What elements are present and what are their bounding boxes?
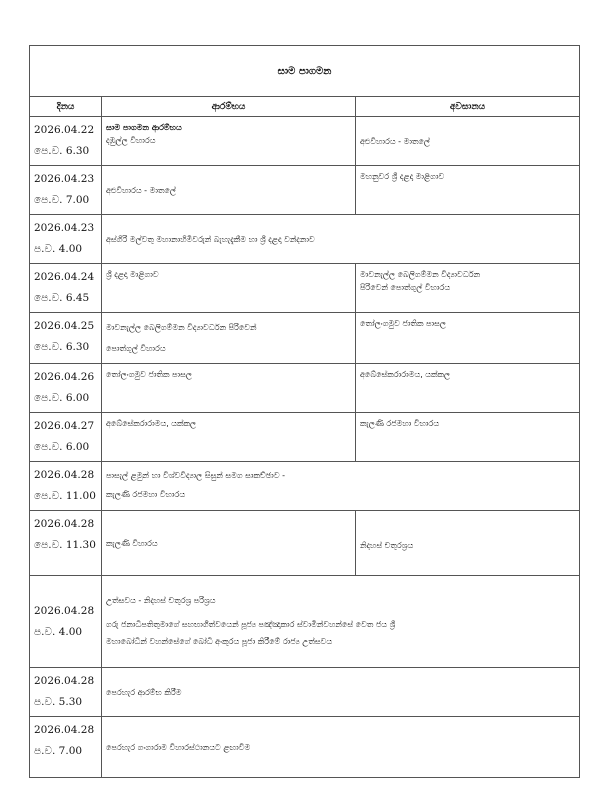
date-cell (30, 511, 102, 576)
header-date: දිනය (30, 97, 102, 117)
row-time: පෙ.ව. 6.00 (34, 392, 90, 404)
event-cell (102, 576, 580, 668)
row-date: 2026.04.27 (34, 420, 95, 432)
table-row (30, 117, 580, 166)
start-cell: ශ්‍රී දළදා මාළිගාව (102, 264, 356, 313)
row-date: 2026.04.28 (34, 604, 95, 617)
date-cell (30, 215, 102, 264)
event-line1: උත්සවය - නිදහස් චතුරශ්‍ර පරිශ්‍රය (106, 595, 216, 605)
table-row (30, 576, 580, 668)
row-time: පෙ.ව. 6.30 (34, 145, 90, 157)
table-row (30, 462, 580, 511)
start-location-line2: පොත්ගුල් විහාරය (106, 344, 166, 353)
end-cell: අළුවිහාරය - මාතලේ (356, 117, 580, 166)
title-row (30, 46, 580, 97)
row-date: 2026.04.23 (34, 222, 95, 234)
date-cell (30, 462, 102, 511)
header-end: අවසානය (356, 97, 580, 117)
event-line2: ගරු ජනාධිපතිතුමාගේ සහභාගීත්වයෙන් පූජ්‍ය පඤ්ඤාකාර ස්වාමීන්වහන්සේ වෙත ජය ශ්‍රී (106, 619, 396, 629)
row-date: 2026.04.26 (34, 371, 95, 383)
date-cell (30, 717, 102, 778)
end-cell (356, 264, 580, 313)
table-row (30, 166, 580, 215)
event-line3: මහාබෝධීන් වහන්සේගේ බෝධි අංකුරය පූජා කිරීමේ රාජ්‍ය උත්සවය (106, 636, 333, 646)
header-start: ආරම්භය (102, 97, 356, 117)
row-time: ප.ව. 4.00 (34, 625, 83, 638)
row-time: ප.ව. 7.00 (34, 745, 83, 757)
date-cell (30, 166, 102, 215)
date-cell (30, 117, 102, 166)
date-cell (30, 313, 102, 364)
date-cell (30, 413, 102, 462)
start-cell: අළුවිහාරය - මාතලේ (102, 166, 356, 215)
table-row (30, 668, 580, 717)
row-time: පෙ.ව. 6.00 (34, 441, 90, 453)
event-line1: පාසැල් ළමුන් හා විශ්වවිද්‍යාල සිසුන් සමග සාකච්ඡාව - (106, 471, 285, 480)
row-time: ප.ව. 5.30 (34, 696, 83, 708)
row-date: 2026.04.28 (34, 518, 95, 530)
row-date: 2026.04.28 (34, 724, 95, 736)
row-date: 2026.04.22 (34, 124, 95, 136)
table-row (30, 717, 580, 778)
date-cell (30, 264, 102, 313)
start-cell (102, 117, 356, 166)
row-date: 2026.04.23 (34, 173, 95, 185)
start-cell: කැලණි විහාරය (102, 511, 356, 576)
row-date: 2026.04.28 (34, 675, 95, 687)
start-cell: තෝලංගමුව ජාතික පාසල (102, 364, 356, 413)
row-date: 2026.04.24 (34, 271, 95, 283)
row-time: පෙ.ව. 11.00 (34, 490, 96, 502)
date-cell (30, 364, 102, 413)
schedule-table (29, 45, 580, 778)
row-time: ප.ව. 4.00 (34, 243, 83, 255)
event-cell (102, 462, 580, 511)
start-location-line1: මාවනැල්ල බෙලිගම්මන විද්‍යාවර්ධන පිරිවෙන් (106, 323, 257, 332)
row-time: පෙ.ව. 6.45 (34, 292, 90, 304)
event-line2: කැලණි රජමහා විහාරය (106, 490, 186, 499)
row-time: පෙ.ව. 6.30 (34, 341, 90, 353)
table-row (30, 264, 580, 313)
schedule-document (29, 45, 579, 778)
end-cell: නිදහස් චතුරශ්‍රය (356, 511, 580, 576)
row-time: පෙ.ව. 7.00 (34, 194, 90, 206)
event-cell: අස්ගිරි මල්වතු මහානාහිමිවරුන් බැහැදැකීම හා ශ්‍රී දළදා වන්දනාව (102, 215, 580, 264)
header-row (30, 97, 580, 117)
table-row (30, 511, 580, 576)
start-location: දඹුල්ල විහාරය (106, 136, 156, 145)
date-cell (30, 576, 102, 668)
end-cell: තෝලංගමුව ජාතික පාසල (356, 313, 580, 364)
event-cell: පෙරහැර ආරම්භ කිරීම (102, 668, 580, 717)
date-cell (30, 668, 102, 717)
start-cell (102, 313, 356, 364)
end-cell: මහනුවර ශ්‍රී දළදා මාළිගාව (356, 166, 580, 215)
end-location-line2: පිරිවෙන් පොත්ගුල් විහාරය (360, 283, 451, 292)
table-row (30, 364, 580, 413)
start-title: සාම පාගමන ආරම්භය (106, 123, 182, 132)
row-date: 2026.04.25 (34, 320, 95, 332)
table-row (30, 413, 580, 462)
end-cell: අබේසේකරාරාමය, යක්කල (356, 364, 580, 413)
row-date: 2026.04.28 (34, 469, 95, 481)
table-row (30, 313, 580, 364)
row-time: පෙ.ව. 11.30 (34, 539, 96, 551)
event-cell: පෙරහැර ගංගාරාම විහාරස්ථානයට ළඟාවීම (102, 717, 580, 778)
end-cell: කැලණි රජමහා විහාරය (356, 413, 580, 462)
end-location-line1: මාවනැල්ල බෙලිගම්මන විද්‍යාවර්ධන (360, 270, 481, 279)
start-cell: අබේසේකරාරාමය, යක්කල (102, 413, 356, 462)
table-title: සාම පාගමන (30, 46, 580, 97)
table-row (30, 215, 580, 264)
